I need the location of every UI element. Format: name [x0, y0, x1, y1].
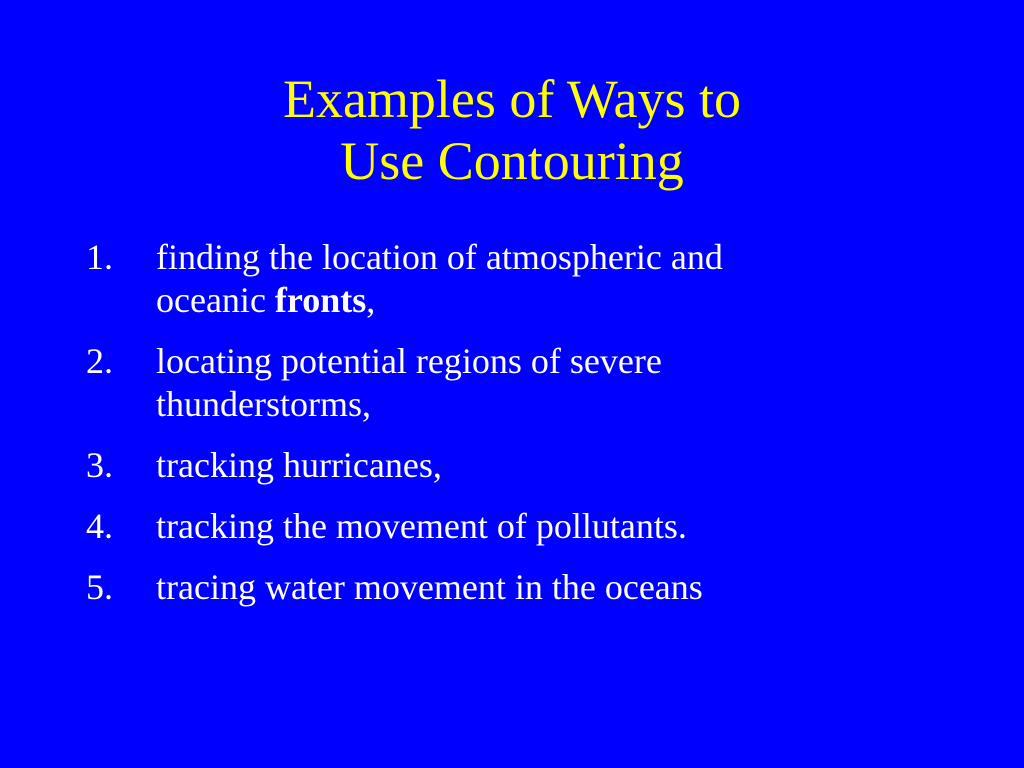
examples-list: [86, 236, 966, 627]
item-1-line-2-suffix: ,: [366, 280, 376, 320]
item-2-line-2: thunderstorms,: [156, 384, 371, 424]
item-number-4: 4.: [86, 506, 113, 546]
list-item-4: [86, 505, 966, 548]
item-2-line-1: locating potential regions of severe: [156, 341, 662, 381]
list-item-1: [86, 236, 966, 322]
title-line-1: Examples of Ways to: [282, 69, 742, 129]
item-5-line-1: tracing water movement in the oceans: [156, 567, 703, 607]
list-item-3: [86, 444, 966, 487]
list-item-2: [86, 340, 966, 426]
item-number-3: 3.: [86, 445, 113, 485]
slide-title: [0, 68, 1024, 192]
item-number-1: 1.: [86, 237, 113, 277]
item-1-bold-term: fronts: [274, 280, 367, 320]
item-4-line-1: tracking the movement of pollutants.: [156, 506, 687, 546]
item-number-5: 5.: [86, 567, 113, 607]
item-1-line-2-prefix: oceanic: [156, 280, 275, 320]
list-item-5: [86, 566, 966, 609]
item-1-line-1: finding the location of atmospheric and: [156, 237, 723, 277]
title-line-2: Use Contouring: [340, 131, 684, 191]
item-1-line-2: [156, 279, 966, 322]
item-3-line-1: tracking hurricanes,: [156, 445, 442, 485]
item-number-2: 2.: [86, 341, 113, 381]
